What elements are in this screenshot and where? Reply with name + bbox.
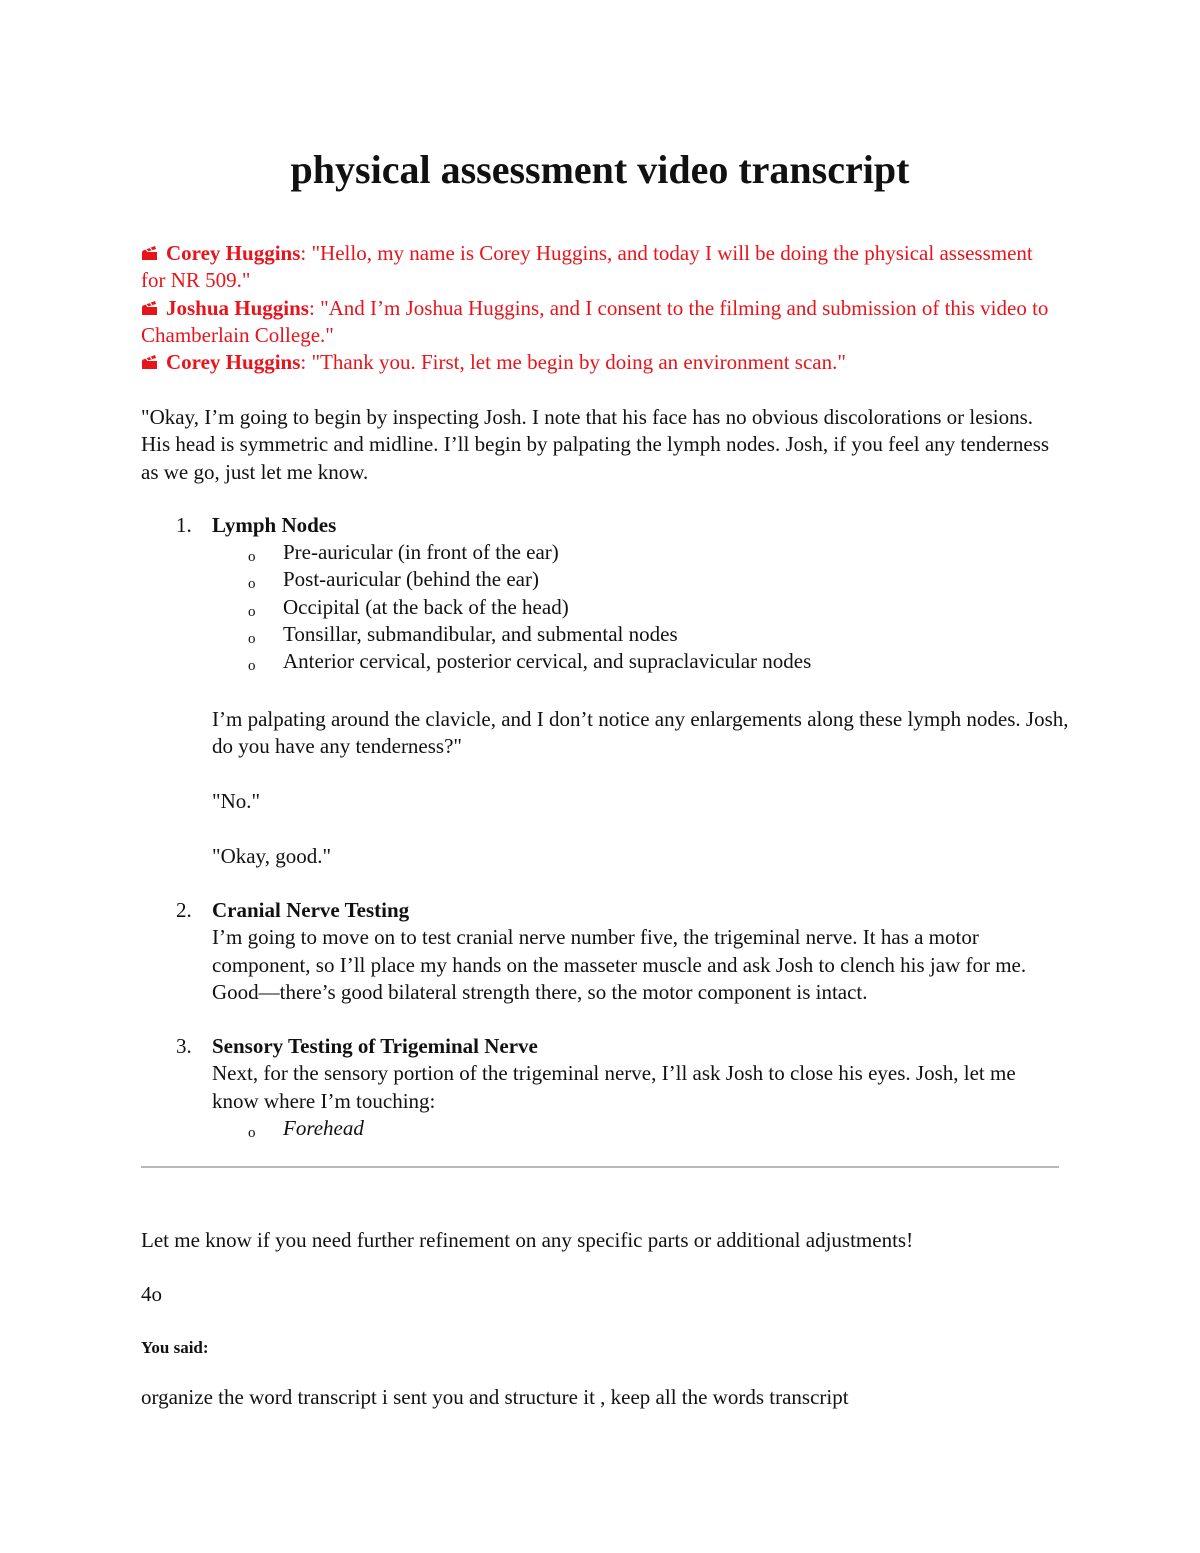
list-item: o Pre-auricular (in front of the ear): [212, 539, 1072, 566]
speaker-name: Corey Huggins: [166, 241, 301, 265]
section-title: Cranial Nerve Testing: [212, 898, 410, 922]
speaker-quote: : "Thank you. First, let me begin by doing an environment scan.": [300, 350, 846, 375]
speaker-quote: : "Hello, my name is Corey Huggins, and today I will be doing the physical assessment for NR 509.": [141, 241, 1033, 293]
patient-reply: "No.": [212, 789, 261, 813]
speaker-name: Corey Huggins: [166, 350, 301, 375]
section-text: I’m going to move on to test cranial nerve number five, the trigeminal nerve. It has a motor component, so I’ll place my hands on the masseter muscle and ask Josh to clench his jaw for me. Good—there’s good bilateral strength there, so the motor component is intact.: [212, 925, 1027, 1004]
bullet-marker: o: [248, 603, 256, 620]
speaker-line: [141, 240, 1061, 295]
section-number: 2.: [176, 898, 192, 922]
model-tag: 4o: [141, 1282, 162, 1306]
section-number: 1.: [176, 513, 192, 537]
clapperboard-icon: [141, 245, 158, 261]
bullet-marker: o: [248, 1125, 256, 1141]
speaker-name: Joshua Huggins: [166, 295, 309, 320]
speaker-quote: : "And I’m Joshua Huggins, and I consent to the filming and submission of this video to Chamberlain College.": [141, 295, 1049, 347]
bullet-marker: o: [248, 549, 256, 565]
clapperboard-icon: [141, 300, 158, 316]
page-title: physical assessment video transcript: [290, 147, 910, 192]
examiner-reply: "Okay, good.": [212, 844, 332, 868]
user-message: organize the word transcript i sent you and structure it , keep all the words transcript: [141, 1385, 849, 1409]
section-title: Sensory Testing of Trigeminal Nerve: [212, 1034, 538, 1058]
sensory-list: [212, 1115, 1072, 1142]
speaker-line: [141, 349, 1061, 376]
speaker-intro-block: [141, 240, 1061, 376]
closing-message: Let me know if you need further refinement on any specific parts or additional adjustments!: [141, 1228, 914, 1252]
bullet-marker: o: [248, 576, 256, 593]
section-title: Lymph Nodes: [212, 513, 337, 537]
section-text: Next, for the sensory portion of the trigeminal nerve, I’ll ask Josh to close his eyes. Josh, let me know where I’m touching:: [212, 1061, 1016, 1113]
bullet-marker: o: [248, 658, 256, 675]
list-item: o Post-auricular (behind the ear): [212, 566, 1072, 593]
lymph-node-list: [212, 539, 1072, 675]
bullet-marker: o: [248, 630, 256, 647]
clapperboard-icon: [141, 354, 158, 370]
horizontal-divider: [141, 1166, 1059, 1168]
list-item: o Forehead: [212, 1115, 1072, 1142]
list-item: o Tonsillar, submandibular, and submental nodes: [212, 621, 1072, 648]
list-item: o Anterior cervical, posterior cervical, and supraclavicular nodes: [212, 648, 1072, 675]
list-item: o Occipital (at the back of the head): [212, 594, 1072, 621]
intro-paragraph: "Okay, I’m going to begin by inspecting Josh. I note that his face has no obvious discolorations or lesions. His head is symmetric and midline. I’ll begin by palpating the lymph nodes. Josh, if you feel any tenderness as we go, just let me know.: [141, 405, 1050, 484]
palpation-paragraph: I’m palpating around the clavicle, and I don’t notice any enlargements along these lymph nodes. Josh, do you have any tenderness?": [212, 707, 1069, 759]
you-said-label: You said:: [141, 1338, 209, 1357]
speaker-line: [141, 295, 1061, 350]
section-number: 3.: [176, 1034, 192, 1058]
